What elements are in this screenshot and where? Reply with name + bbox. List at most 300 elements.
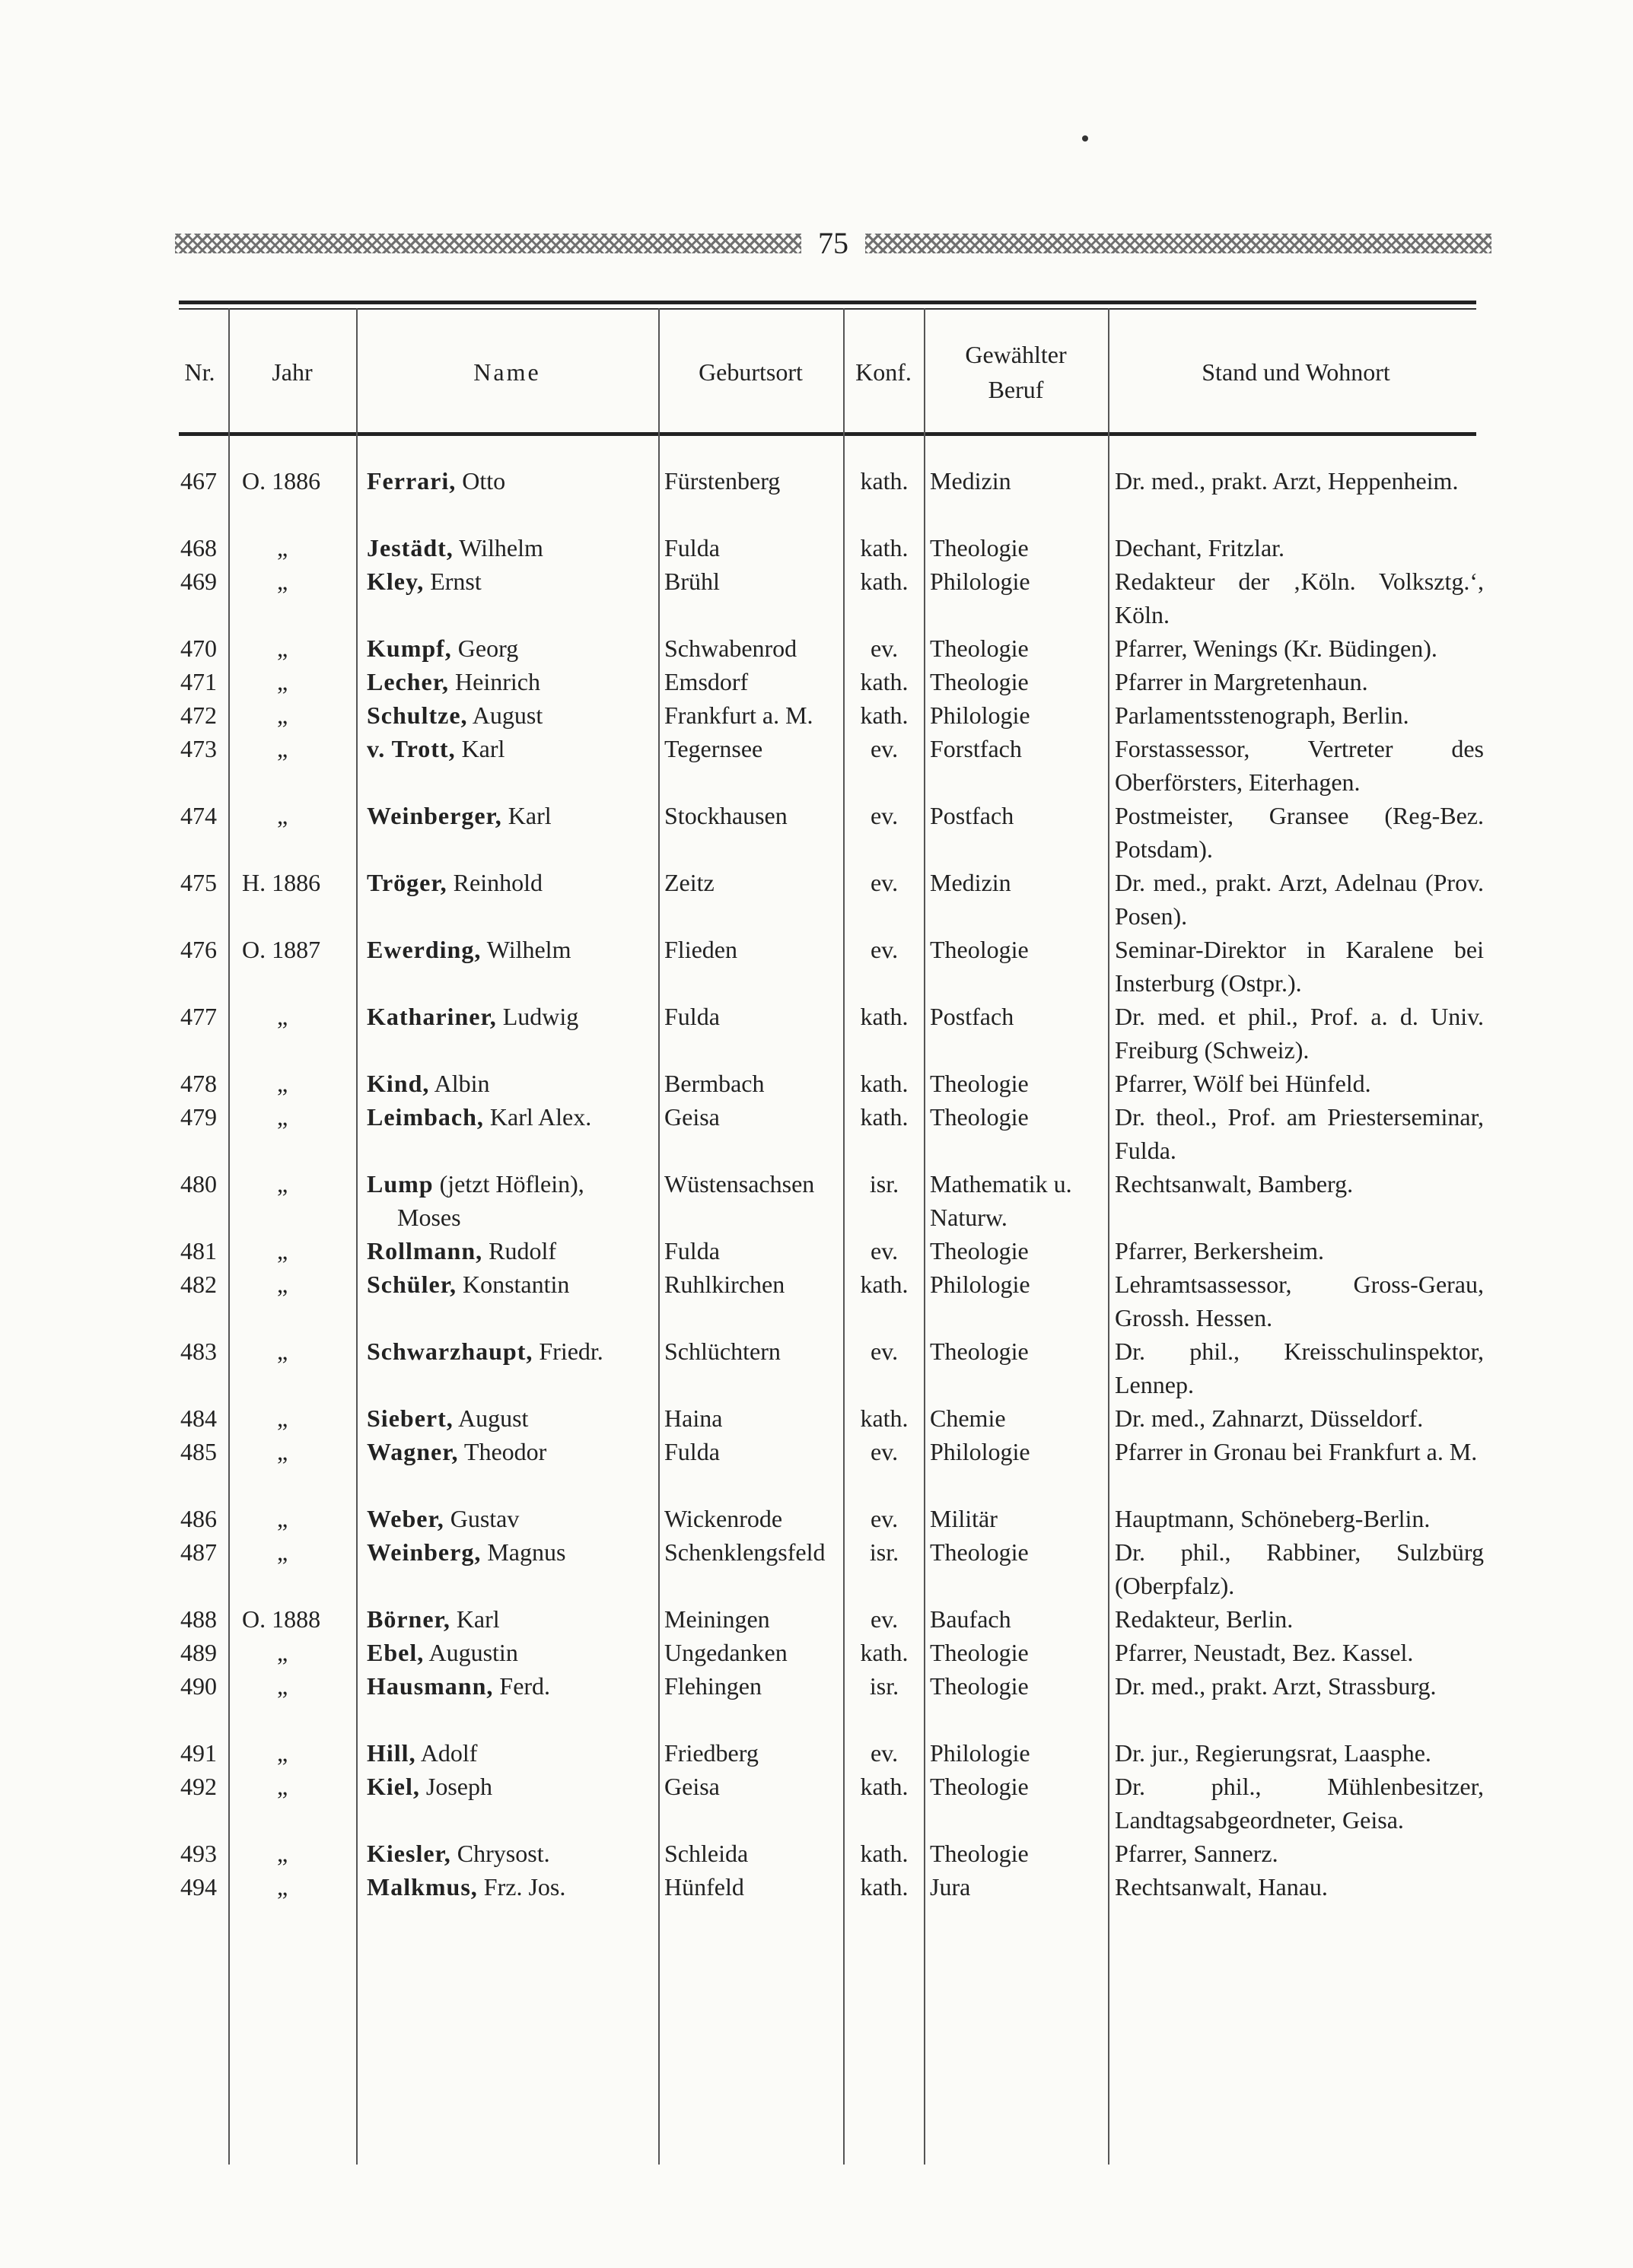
surname: Ewerding, [367,936,482,963]
cell-jahr: „ [277,701,288,729]
surname: Kiesler, [367,1840,451,1867]
cell-name [367,1000,656,1033]
given-name: Reinhold [447,869,543,896]
table-row [0,565,1633,631]
cell-konf: kath. [860,1639,909,1666]
cell-name [367,1602,656,1636]
cell-nr: 492 [180,1773,217,1800]
cell-nr: 481 [180,1237,217,1264]
surname: v. Trott, [367,735,456,762]
surname: Hausmann, [367,1672,494,1700]
cell-nr: 489 [180,1639,217,1666]
cell-stand: Dr. med., prakt. Arzt, Heppenheim. [1115,467,1459,495]
cell-stand: Rechtsanwalt, Hanau. [1115,1873,1328,1901]
cell-nr: 493 [180,1840,217,1867]
cell-konf: ev. [870,1605,899,1633]
cell-geburtsort: Wüstensachsen [664,1170,815,1198]
cell-jahr: „ [277,1538,288,1566]
given-name: Karl [501,802,552,829]
cell-name [367,1535,656,1569]
cell-konf: ev. [870,635,899,662]
cell-nr: 482 [180,1271,217,1298]
cell-konf: kath. [860,1103,909,1131]
cell-geburtsort: Fulda [664,1438,720,1465]
cell-jahr: „ [277,534,288,561]
cell-jahr: „ [277,1404,288,1432]
table-row [0,531,1633,565]
surname: Kiel, [367,1773,420,1800]
surname: Schwarzhaupt, [367,1338,533,1365]
surname: Jestädt, [367,534,454,561]
cell-jahr: „ [277,1003,288,1030]
cell-stand: Dr. med. et phil., Prof. a. d. Univ. Freiburg (Schweiz). [1115,1003,1484,1064]
cell-nr: 476 [180,936,217,963]
cell-name [367,933,656,966]
cell-stand: Pfarrer, Wölf bei Hünfeld. [1115,1070,1371,1097]
table-row [0,665,1633,698]
cell-stand: Dr. phil., Rabbiner, Sulzbürg (Oberpfalz). [1115,1538,1484,1599]
cell-jahr: „ [277,1438,288,1465]
cell-beruf: Theologie [930,668,1029,695]
cell-geburtsort: Fulda [664,534,720,561]
cell-konf: ev. [870,869,899,896]
cell-name [367,866,656,899]
given-name: Ludwig [496,1003,579,1030]
given-name: Ernst [424,568,482,595]
given-name: Karl [455,735,505,762]
surname: Börner, [367,1605,450,1633]
given-name: Theodor [458,1438,547,1465]
header-jahr: Jahr [272,358,313,386]
cell-name [367,698,656,732]
table-row [0,1000,1633,1067]
cell-jahr: O. 1887 [242,936,321,963]
cell-nr: 471 [180,668,217,695]
cell-stand: Pfarrer, Berkersheim. [1115,1237,1325,1264]
cell-geburtsort: Fulda [664,1237,720,1264]
table-row [0,1067,1633,1100]
cell-konf: kath. [860,1840,909,1867]
table-row [0,631,1633,665]
given-name: Magnus [481,1538,566,1566]
given-name: Konstantin [456,1271,570,1298]
page-number: 75 [818,226,848,260]
cell-beruf: Theologie [930,1070,1029,1097]
cell-stand: Parlamentsstenograph, Berlin. [1115,701,1409,729]
given-name: Rudolf [482,1237,557,1264]
cell-nr: 491 [180,1739,217,1767]
cell-beruf: Theologie [930,1639,1029,1666]
table-top-rule-thin [179,308,1476,310]
header-beruf-line1: Gewählter [965,341,1067,368]
surname: Rollmann, [367,1237,483,1264]
cell-konf: ev. [870,1237,899,1264]
cell-konf: kath. [860,1271,909,1298]
cell-nr: 472 [180,701,217,729]
cell-konf: ev. [870,735,899,762]
cell-geburtsort: Frankfurt a. M. [664,701,813,729]
cell-konf: kath. [860,467,909,495]
cell-nr: 467 [180,467,217,495]
surname: Leimbach, [367,1103,484,1131]
table-row [0,1770,1633,1837]
cell-geburtsort: Schenklengsfeld [664,1538,826,1566]
header-stand: Stand und Wohnort [1202,358,1390,386]
cell-beruf: Medizin [930,467,1011,495]
cell-geburtsort: Tegernsee [664,735,763,762]
given-name: Augustin [424,1639,518,1666]
cell-beruf: Postfach [930,1003,1014,1030]
surname: Weber, [367,1505,444,1532]
cell-stand: Forstassessor, Vertreter des Oberförsters, Eiterhagen. [1115,735,1484,796]
given-name: Karl Alex. [483,1103,592,1131]
cell-nr: 480 [180,1170,217,1198]
cell-stand: Pfarrer, Neustadt, Bez. Kassel. [1115,1639,1414,1666]
cell-beruf: Philologie [930,1438,1030,1465]
cell-geburtsort: Ruhlkirchen [664,1271,785,1298]
cell-name [367,1837,656,1870]
cell-jahr: „ [277,1271,288,1298]
cell-nr: 473 [180,735,217,762]
cell-beruf: Theologie [930,936,1029,963]
header-beruf-line2: Beruf [988,376,1044,403]
cell-beruf: Theologie [930,1538,1029,1566]
header-name: Name [473,358,541,386]
cell-stand: Dr. med., prakt. Arzt, Adelnau (Prov. Posen). [1115,869,1484,930]
cell-geburtsort: Brühl [664,568,720,595]
cell-stand: Dr. theol., Prof. am Priesterseminar, Fulda. [1115,1103,1484,1164]
given-name: Chrysost. [450,1840,550,1867]
cell-stand: Pfarrer, Sannerz. [1115,1840,1278,1867]
cell-konf: kath. [860,668,909,695]
cell-name [367,1401,656,1435]
table-row [0,933,1633,1000]
table-row [0,1334,1633,1401]
cell-konf: ev. [870,1338,899,1365]
cell-jahr: „ [277,1103,288,1131]
header-konf: Konf. [855,358,912,386]
table-row [0,1167,1633,1234]
table-row [0,1268,1633,1334]
table-row [0,1535,1633,1602]
surname: Tröger, [367,869,447,896]
cell-geburtsort: Meiningen [664,1605,770,1633]
ornament-left [175,234,801,253]
cell-nr: 488 [180,1605,217,1633]
cell-nr: 470 [180,635,217,662]
cell-jahr: „ [277,735,288,762]
header-geburtsort: Geburtsort [699,358,803,386]
given-name: Wilhelm [453,534,543,561]
table-row [0,799,1633,866]
cell-konf: kath. [860,1070,909,1097]
header-bottom-rule [179,432,1476,436]
cell-beruf: Forstfach [930,735,1022,762]
table-row [0,1837,1633,1870]
cell-stand: Pfarrer, Wenings (Kr. Büdingen). [1115,635,1437,662]
given-name: Karl [450,1605,500,1633]
table-row [0,732,1633,799]
cell-geburtsort: Bermbach [664,1070,765,1097]
cell-stand: Rechtsanwalt, Bamberg. [1115,1170,1354,1198]
cell-stand: Redakteur der ‚Köln. Volksztg.‘, Köln. [1115,568,1484,628]
cell-stand: Dr. med., prakt. Arzt, Strassburg. [1115,1672,1437,1700]
surname: Hill, [367,1739,416,1767]
given-name: Frz. Jos. [477,1873,566,1901]
cell-jahr: „ [277,668,288,695]
cell-geburtsort: Schleida [664,1840,749,1867]
cell-name [367,565,656,598]
surname: Kind, [367,1070,430,1097]
cell-geburtsort: Emsdorf [664,668,749,695]
cell-beruf: Theologie [930,1103,1029,1131]
cell-jahr: „ [277,1773,288,1800]
cell-nr: 479 [180,1103,217,1131]
given-name: Friedr. [533,1338,603,1365]
header-nr: Nr. [184,358,215,386]
cell-stand: Dr. phil., Mühlenbesitzer, Landtagsabgeordneter, Geisa. [1115,1773,1484,1834]
cell-name [367,1234,656,1268]
given-name: (jetzt Höflein), [433,1170,584,1198]
surname: Lecher, [367,668,450,695]
cell-stand: Dr. jur., Regierungsrat, Laasphe. [1115,1739,1431,1767]
cell-jahr: „ [277,1739,288,1767]
cell-name [367,665,656,698]
cell-konf: kath. [860,534,909,561]
cell-jahr: „ [277,568,288,595]
stray-dot [1082,135,1088,142]
cell-beruf: Theologie [930,635,1029,662]
cell-beruf: Theologie [930,1338,1029,1365]
cell-nr: 475 [180,869,217,896]
table-row [0,1736,1633,1770]
given-name: Georg [451,635,519,662]
cell-jahr: H. 1886 [242,869,321,896]
surname: Lump [367,1170,434,1198]
table-row [0,1435,1633,1502]
cell-jahr: „ [277,1840,288,1867]
cell-beruf: Philologie [930,1271,1030,1298]
surname: Schüler, [367,1271,457,1298]
cell-jahr: „ [277,1170,288,1198]
cell-stand: Lehramtsassessor, Gross-Gerau, Grossh. Hessen. [1115,1271,1484,1331]
cell-beruf: Baufach [930,1605,1011,1633]
table-row [0,464,1633,531]
given-name: Wilhelm [481,936,571,963]
cell-beruf: Medizin [930,869,1011,896]
cell-name [367,631,656,665]
cell-name [367,799,656,832]
cell-konf: ev. [870,802,899,829]
name-continuation: Moses [397,1204,461,1231]
cell-name [367,1636,656,1669]
cell-jahr: „ [277,1338,288,1365]
cell-jahr: „ [277,802,288,829]
cell-name [367,1334,656,1368]
cell-stand: Dr. phil., Kreisschulinspektor, Lennep. [1115,1338,1484,1398]
cell-jahr: O. 1886 [242,467,321,495]
cell-geburtsort: Geisa [664,1103,720,1131]
given-name: August [467,701,543,729]
table-row [0,1870,1633,1904]
cell-nr: 490 [180,1672,217,1700]
cell-geburtsort: Ungedanken [664,1639,788,1666]
table-row [0,1100,1633,1167]
cell-konf: isr. [869,1672,899,1700]
cell-stand: Seminar-Direktor in Karalene bei Insterburg (Ostpr.). [1115,936,1484,997]
cell-nr: 478 [180,1070,217,1097]
cell-beruf: Chemie [930,1404,1006,1432]
surname: Kumpf, [367,635,452,662]
cell-name [367,1100,656,1134]
cell-konf: kath. [860,568,909,595]
cell-nr: 477 [180,1003,217,1030]
cell-konf: kath. [860,1404,909,1432]
cell-name [367,1736,656,1770]
surname: Kathariner, [367,1003,497,1030]
surname: Ebel, [367,1639,425,1666]
cell-name [367,1167,656,1234]
surname: Weinberger, [367,802,502,829]
cell-stand: Postmeister, Gransee (Reg-Bez. Potsdam). [1115,802,1484,863]
cell-geburtsort: Fürstenberg [664,467,781,495]
surname: Kley, [367,568,425,595]
table-row [0,1636,1633,1669]
cell-nr: 468 [180,534,217,561]
cell-nr: 484 [180,1404,217,1432]
given-name: Joseph [419,1773,492,1800]
cell-nr: 486 [180,1505,217,1532]
cell-beruf: Theologie [930,1672,1029,1700]
cell-name [367,1435,656,1468]
cell-stand: Redakteur, Berlin. [1115,1605,1294,1633]
cell-konf: isr. [869,1170,899,1198]
cell-name [367,464,656,498]
surname: Ferrari, [367,467,457,495]
cell-geburtsort: Friedberg [664,1739,759,1767]
given-name: Albin [429,1070,490,1097]
header-beruf [924,312,1108,432]
cell-name [367,1268,656,1301]
cell-konf: ev. [870,936,899,963]
surname: Schultze, [367,701,468,729]
cell-name [367,1067,656,1100]
cell-konf: ev. [870,1505,899,1532]
cell-name [367,1870,656,1904]
surname: Siebert, [367,1404,454,1432]
cell-geburtsort: Schwabenrod [664,635,797,662]
cell-beruf: Theologie [930,1840,1029,1867]
cell-geburtsort: Flehingen [664,1672,762,1700]
table-row [0,1669,1633,1736]
cell-jahr: „ [277,1672,288,1700]
cell-konf: isr. [869,1538,899,1566]
cell-beruf: Theologie [930,1773,1029,1800]
cell-jahr: „ [277,1505,288,1532]
cell-konf: kath. [860,1003,909,1030]
table-header [0,312,1633,432]
cell-beruf: Philologie [930,1739,1030,1767]
cell-nr: 474 [180,802,217,829]
cell-stand: Hauptmann, Schöneberg-Berlin. [1115,1505,1431,1532]
cell-konf: ev. [870,1739,899,1767]
cell-geburtsort: Haina [664,1404,723,1432]
cell-beruf: Militär [930,1505,998,1532]
cell-jahr: „ [277,1070,288,1097]
table-top-rule [179,301,1476,304]
cell-stand: Pfarrer in Gronau bei Frankfurt a. M. [1115,1438,1478,1465]
cell-beruf: Mathematik u. Naturw. [930,1170,1072,1231]
cell-geburtsort: Geisa [664,1773,720,1800]
cell-stand: Dechant, Fritzlar. [1115,534,1285,561]
cell-geburtsort: Hünfeld [664,1873,744,1901]
ornament-right [865,234,1491,253]
page-header [175,221,1491,266]
cell-stand: Pfarrer in Margretenhaun. [1115,668,1368,695]
surname: Wagner, [367,1438,459,1465]
table-row [0,1234,1633,1268]
cell-name [367,531,656,565]
cell-konf: kath. [860,701,909,729]
cell-nr: 487 [180,1538,217,1566]
cell-name [367,1770,656,1803]
cell-konf: ev. [870,1438,899,1465]
cell-beruf: Jura [930,1873,971,1901]
table-row [0,1502,1633,1535]
table-row [0,1401,1633,1435]
cell-jahr: „ [277,1237,288,1264]
table-row [0,698,1633,732]
cell-nr: 483 [180,1338,217,1365]
table-row [0,1602,1633,1636]
table-body [0,464,1633,1904]
cell-geburtsort: Stockhausen [664,802,788,829]
cell-nr: 485 [180,1438,217,1465]
cell-beruf: Theologie [930,1237,1029,1264]
cell-name [367,732,656,765]
cell-beruf: Philologie [930,568,1030,595]
cell-konf: kath. [860,1773,909,1800]
given-name: Gustav [444,1505,520,1532]
given-name: Adolf [415,1739,478,1767]
cell-beruf: Postfach [930,802,1014,829]
cell-name [367,1669,656,1703]
cell-geburtsort: Wickenrode [664,1505,783,1532]
surname: Malkmus, [367,1873,478,1901]
given-name: Ferd. [493,1672,551,1700]
cell-geburtsort: Flieden [664,936,737,963]
cell-jahr: „ [277,1639,288,1666]
cell-jahr: „ [277,635,288,662]
cell-konf: kath. [860,1873,909,1901]
cell-name [367,1502,656,1535]
cell-nr: 494 [180,1873,217,1901]
surname: Weinberg, [367,1538,482,1566]
given-name: August [453,1404,529,1432]
cell-stand: Dr. med., Zahnarzt, Düsseldorf. [1115,1404,1424,1432]
cell-geburtsort: Fulda [664,1003,720,1030]
cell-nr: 469 [180,568,217,595]
cell-jahr: O. 1888 [242,1605,321,1633]
cell-geburtsort: Zeitz [664,869,715,896]
cell-geburtsort: Schlüchtern [664,1338,781,1365]
cell-beruf: Theologie [930,534,1029,561]
table-row [0,866,1633,933]
given-name: Otto [456,467,506,495]
cell-beruf: Philologie [930,701,1030,729]
given-name: Heinrich [449,668,540,695]
cell-jahr: „ [277,1873,288,1901]
